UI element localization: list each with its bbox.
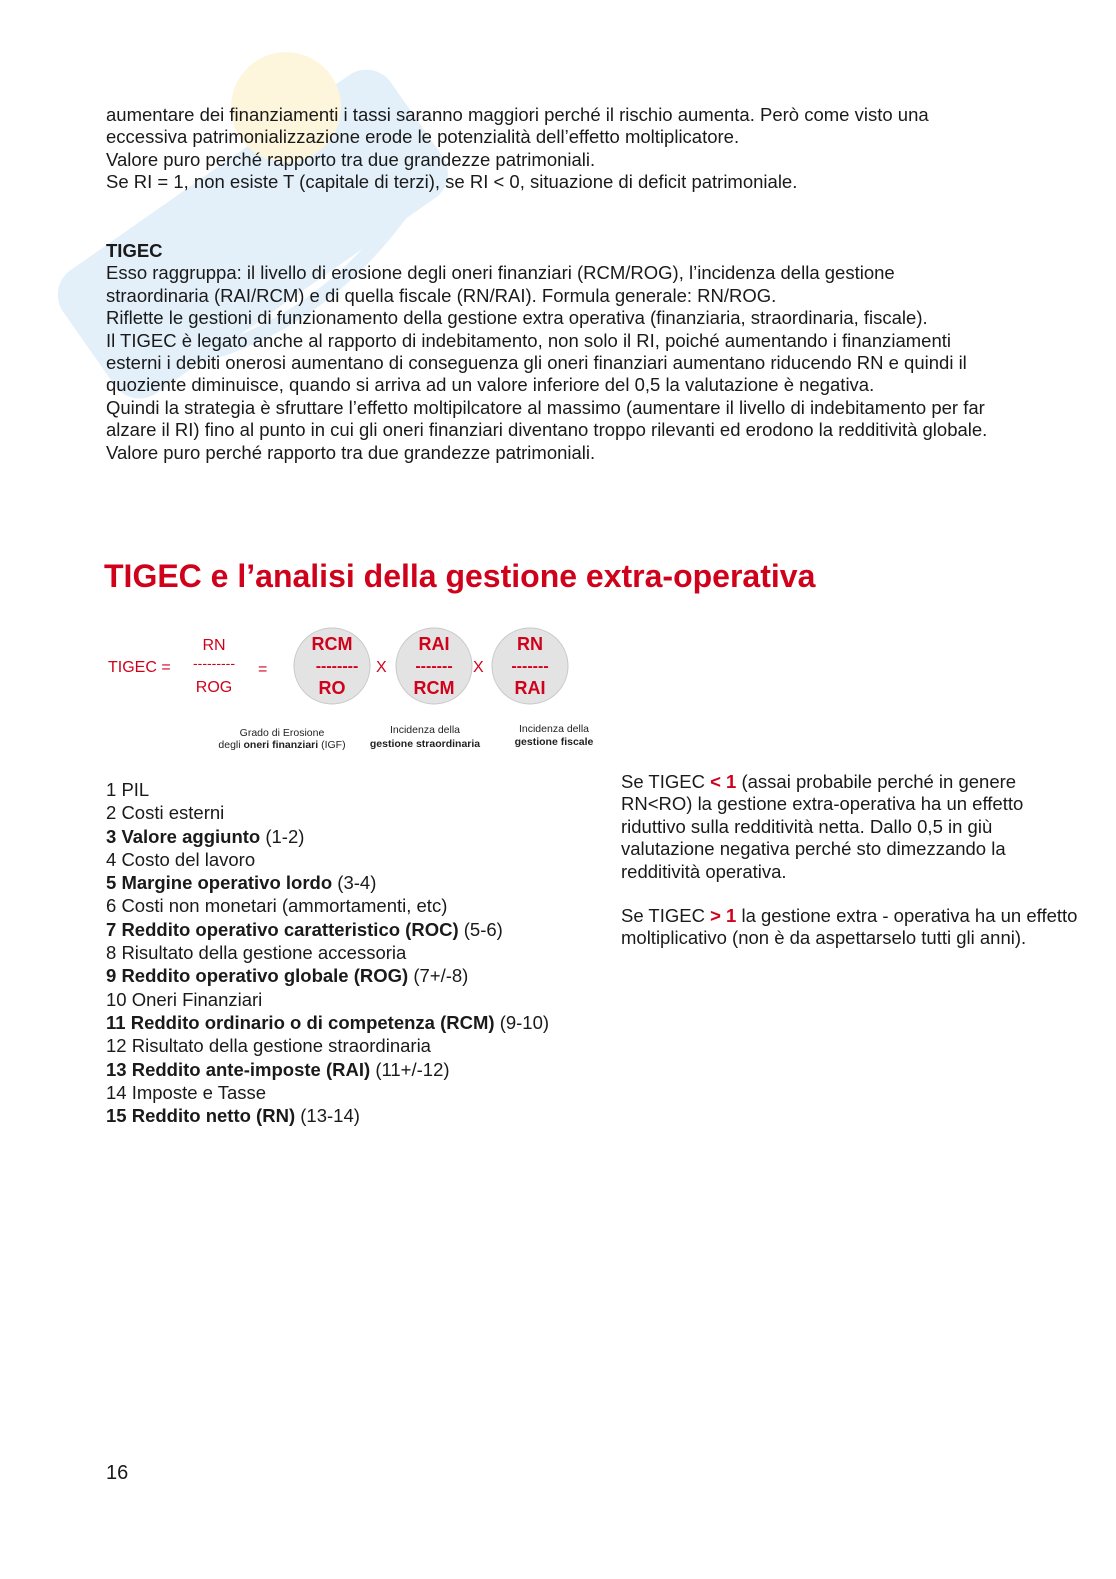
list-item-number: 7	[106, 918, 117, 940]
note-text: la gestione extra - operativa ha un effetto moltiplicativo (non è da aspettarselo tutti gli anni).	[621, 905, 1078, 949]
list-item	[106, 848, 616, 871]
list-item	[106, 894, 616, 917]
circle-1-numerator: RCM	[311, 634, 353, 654]
tigec-section	[106, 240, 996, 464]
list-item-label: Reddito operativo caratteristico (ROC)	[121, 918, 459, 940]
caption-igf-bold: oneri finanziari	[243, 739, 319, 751]
list-item	[106, 1081, 616, 1104]
list-item	[106, 1104, 616, 1127]
list-item-label: Oneri Finanziari	[131, 988, 263, 1010]
text-line: Esso raggruppa: il livello di erosione degli oneri finanziari (RCM/ROG), l’incidenza della gestione straordinaria (RAI/RCM) e di quella fiscale (RN/RAI). Formula generale: RN/ROG.	[106, 262, 895, 306]
circle-1-denominator: RO	[318, 678, 346, 698]
circle-3-bar: -------	[511, 658, 549, 675]
list-item-number: 13	[106, 1058, 127, 1080]
caption-fiscale-line1: Incidenza della	[518, 723, 590, 735]
list-item-formula: (7+/-8)	[413, 965, 469, 987]
list-item-formula: (3-4)	[337, 872, 377, 894]
circle-2-bar: -------	[415, 658, 453, 675]
caption-straord-line1: Incidenza della	[389, 724, 461, 736]
list-item-formula: (9-10)	[499, 1011, 550, 1033]
list-item-label: Costi esterni	[121, 802, 225, 824]
list-item-label: Reddito ordinario o di competenza (RCM)	[130, 1011, 495, 1033]
note-tigec-greater-than-one	[621, 905, 1081, 950]
income-statement-list	[106, 778, 616, 1127]
note-threshold: > 1	[710, 905, 737, 927]
caption-straord-line2: gestione straordinaria	[369, 738, 481, 750]
list-item	[106, 871, 616, 894]
list-item-label: Reddito netto (RN)	[131, 1105, 296, 1127]
circle-2-numerator: RAI	[418, 634, 450, 654]
text-line: aumentare dei finanziamenti i tassi saranno maggiori perché il rischio aumenta. Però come visto una eccessiva patrimonializzazione erode le potenzialità dell’effetto moltiplicatore.	[106, 104, 929, 148]
note-tigec-less-than-one	[621, 771, 1081, 883]
list-item-label: Margine operativo lordo	[121, 872, 333, 894]
caption-igf-line1: Grado di Erosione	[239, 727, 325, 739]
circle-3-denominator: RAI	[514, 678, 546, 698]
text-line: Il TIGEC è legato anche al rapporto di indebitamento, non solo il RI, poiché aumentando i finanziamenti esterni i debiti onerosi aumentano di conseguenza gli oneri finanziari aumentano riducendo RN e quindi il quoziente diminuisce, quando si arriva ad un valore inferiore del 0,5 la valutazione è negativa.	[106, 329, 967, 396]
note-prefix: Se TIGEC	[621, 905, 711, 927]
list-item-label: Imposte e Tasse	[131, 1081, 267, 1103]
list-item-number: 6	[106, 895, 117, 917]
list-item-label: Risultato della gestione straordinaria	[131, 1035, 431, 1057]
list-item-number: 8	[106, 942, 117, 964]
list-item-number: 11	[106, 1011, 126, 1033]
list-item-label: PIL	[121, 779, 150, 800]
list-item-formula: (1-2)	[265, 825, 305, 847]
formula-times-1: X	[376, 659, 387, 676]
list-item	[106, 1034, 616, 1057]
page-number: 16	[106, 1462, 129, 1484]
tigec-interpretation-notes	[621, 771, 1081, 972]
list-item-number: 12	[106, 1035, 127, 1057]
text-line: Valore puro perché rapporto tra due grandezze patrimoniali.	[106, 148, 596, 170]
circle-3-numerator: RN	[517, 634, 543, 654]
list-item-number: 2	[106, 802, 117, 824]
list-item	[106, 1011, 616, 1034]
caption-igf-prefix: degli	[218, 739, 244, 751]
caption-igf-line2	[218, 739, 345, 751]
list-item	[106, 1058, 616, 1081]
list-item-label: Costo del lavoro	[121, 848, 256, 870]
formula-lhs-numerator: RN	[202, 637, 226, 654]
list-item-label: Valore aggiunto	[121, 825, 261, 847]
list-item-number: 3	[106, 825, 117, 847]
list-item-number: 5	[106, 872, 117, 894]
list-item	[106, 778, 616, 801]
caption-fiscale-line2: gestione fiscale	[514, 736, 594, 748]
formula-lhs-denominator: ROG	[195, 679, 233, 696]
list-item	[106, 801, 616, 824]
note-prefix: Se TIGEC	[621, 771, 711, 792]
list-item-number: 14	[106, 1081, 127, 1103]
note-text: (assai probabile perché in genere RN<RO) la gestione extra-operativa ha un effetto riduttivo sulla redditività netta. Dallo 0,5 in giù valutazione negativa perché sto dimezzando la redditività operativa.	[621, 771, 1024, 882]
list-item	[106, 964, 616, 987]
list-item-label: Risultato della gestione accessoria	[121, 942, 407, 964]
formula-equals: =	[258, 661, 268, 678]
formula-lhs-label: TIGEC =	[108, 659, 171, 676]
text-line: Valore puro perché rapporto tra due grandezze patrimoniali.	[106, 441, 596, 463]
list-item-formula: (13-14)	[300, 1105, 360, 1127]
caption-igf-suffix: (IGF)	[318, 739, 346, 751]
list-item	[106, 988, 616, 1011]
intro-paragraph	[106, 104, 996, 194]
list-item	[106, 825, 616, 848]
list-item-number: 4	[106, 848, 117, 870]
text-line: Quindi la strategia è sfruttare l’effetto moltipilcatore al massimo (aumentare il livello di indebitamento per far alzare il RI) fino al punto in cui gli oneri finanziari diventano troppo rilevanti ed erodono la redditività globale.	[106, 396, 988, 441]
list-item-number: 9	[106, 965, 117, 987]
list-item-formula: (5-6)	[463, 918, 503, 940]
tigec-formula-diagram	[100, 618, 620, 758]
list-item	[106, 941, 616, 964]
section-title: TIGEC e l’analisi della gestione extra-operativa	[104, 558, 816, 594]
list-item	[106, 918, 616, 941]
note-threshold: < 1	[710, 771, 737, 792]
list-item-number: 15	[106, 1105, 127, 1127]
list-item-number: 1	[106, 779, 117, 800]
circle-1-bar: --------	[315, 658, 359, 675]
list-item-label: Reddito operativo globale (ROG)	[121, 965, 409, 987]
list-item-formula: (11+/-12)	[375, 1058, 450, 1080]
text-line: Se RI = 1, non esiste T (capitale di terzi), se RI < 0, situazione di deficit patrimoniale.	[106, 171, 798, 193]
text-line: Riflette le gestioni di funzionamento della gestione extra operativa (finanziaria, straordinaria, fiscale).	[106, 307, 928, 329]
tigec-heading: TIGEC	[106, 240, 163, 261]
list-item-label: Costi non monetari (ammortamenti, etc)	[121, 895, 448, 917]
list-item-number: 10	[106, 988, 127, 1010]
formula-times-2: X	[473, 659, 484, 676]
circle-2-denominator: RCM	[413, 678, 455, 698]
list-item-label: Reddito ante-imposte (RAI)	[131, 1058, 371, 1080]
formula-lhs-bar: ---------	[193, 655, 235, 671]
